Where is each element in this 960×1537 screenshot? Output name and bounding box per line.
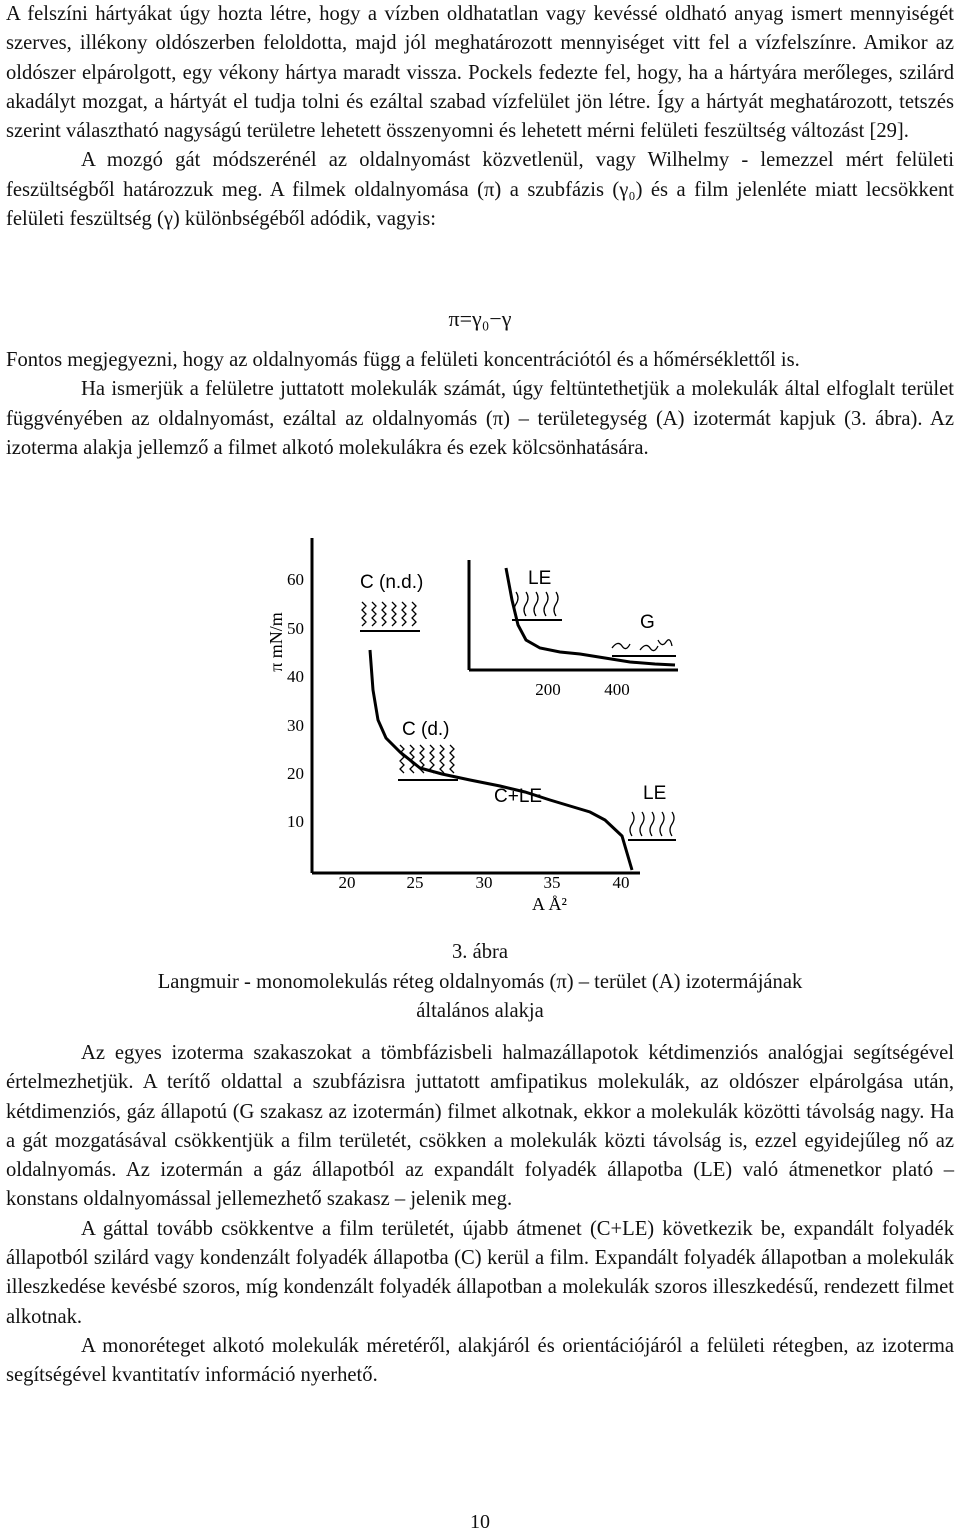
y-tick-30: 30 [287, 716, 304, 735]
label-g: G [640, 612, 655, 633]
main-isotherm-curve [370, 650, 632, 870]
x-tick-labels [339, 873, 630, 892]
paragraph-1: A felszíni hártyákat úgy hozta létre, hogy a vízben oldhatatlan vagy kevéssé oldható anyag ismert mennyiségét szerves, illékony oldószerben feloldotta, majd jól meghatározott mennyiséget vitt fel a vízfelszínre. Amikor az oldószer elpárolgott, egy vékony hártya maradt vissza. Pockels fedezte fel, hogy, ha a hártyára merőleges, szilárd akadályt mozgat, a hártyát el tudja tolni és ezáltal szabad vízfelület jön létre. Így a hártyát meghatározott, tetszés szerint választható nagyságú területre lehetett összenyomni és lehetett mérni felületi feszültség változást [29]. [6, 3, 954, 143]
molecule-icons-g [612, 640, 676, 656]
x-tick-20: 20 [338, 873, 356, 892]
caption-line-2: általános alakja [416, 1000, 544, 1022]
caption-line-1: Langmuir - monomolekulás réteg oldalnyomás (π) – terület (A) izotermájának [157, 970, 803, 993]
molecule-icons-le-top [512, 592, 562, 620]
inset-x-tick-labels [535, 680, 630, 699]
x-tick-25: 25 [406, 873, 424, 892]
page-number: 10 [470, 1511, 490, 1533]
label-le-top: LE [528, 568, 552, 589]
inset-x-tick-200: 200 [535, 680, 561, 699]
y-tick-10: 10 [287, 812, 304, 831]
intro-section-2 [6, 346, 954, 463]
molecule-icons-cnd [360, 602, 420, 631]
paragraph-7: A monoréteget alkotó molekulák méretéről, alakjáról és orientációjáról a felületi rétegben, az izoterma segítségével kvantitatív információ nyerhető. [6, 1334, 954, 1387]
x-tick-30: 30 [475, 873, 493, 892]
y-tick-40: 40 [287, 667, 304, 686]
molecule-icons-le-bottom [628, 812, 676, 840]
x-axis-label: A Å² [532, 894, 567, 914]
y-tick-60: 60 [287, 570, 304, 589]
label-c-d: C (d.) [402, 719, 450, 740]
body-section [6, 1039, 954, 1391]
paragraph-3: Fontos megjegyezni, hogy az oldalnyomás függ a felületi koncentrációtól és a hőmérséklettől is. [6, 349, 800, 371]
paragraph-5: Az egyes izoterma szakaszokat a tömbfázisbeli halmazállapotok kétdimenziós analógjai segítségével értelmezhetjük. A terítő oldattal a szubfázisra juttatott amfipatikus molekulák, az oldószer elpárolgása után, kétdimenziós, gáz állapotú (G szakasz az izotermán) filmet alkotnak, ekkor a molekulák közötti távolság nagy. Ha a gát mozgatásával csökkentjük a film területét, csökken a molekulák közti távolság is, ezzel egyidejűleg nő az oldalnyomás. Az izotermán a gáz állapotból az expandált folyadék állapotba (LE) való átmenetkor plató – konstans oldalnyomással jellemezhető szakasz – jelenik meg. [6, 1042, 954, 1211]
y-axis-label: π mN/m [266, 612, 286, 672]
isotherm-figure [260, 530, 680, 920]
formula: π=γ₀−γ [448, 306, 512, 331]
intro-section [6, 0, 954, 234]
y-tick-20: 20 [287, 764, 304, 783]
paragraph-6: A gáttal tovább csökkentve a film területét, újabb átmenet (C+LE) következik be, expandált folyadék állapotból szilárd vagy kondenzált folyadék állapotba (C) kerül a film. Expandált folyadék állapotban a molekulák illeszkedése kevésbé szoros, míg kondenzált folyadék állapotban a molekulák szoros illeszkedésű, rendezett filmet alkotnak. [6, 1217, 954, 1328]
paragraph-4: Ha ismerjük a felületre juttatott molekulák számát, úgy feltüntethetjük a molekulák által elfoglalt terület függvényében az oldalnyomást, ezáltal az oldalnyomás (π) – területegység (A) izotermát kapjuk (3. ábra). Az izoterma alakja jellemző a filmet alkotó molekulákra és ezek kölcsönhatására. [6, 378, 954, 459]
label-le-bottom: LE [643, 783, 667, 804]
y-tick-labels [287, 570, 304, 831]
label-c-le: C+LE [494, 786, 543, 807]
figure-caption [0, 938, 960, 1027]
x-tick-40: 40 [612, 873, 630, 892]
label-c-nd: C (n.d.) [360, 572, 424, 593]
caption-number: 3. ábra [451, 941, 509, 963]
x-tick-35: 35 [543, 873, 561, 892]
inset-x-tick-400: 400 [604, 680, 630, 699]
paragraph-2: A mozgó gát módszerénél az oldalnyomást közvetlenül, vagy Wilhelmy - lemezzel mért felületi feszültségből határozzuk meg. A filmek oldalnyomása (π) a szubfázis (γ₀) és a film jelenléte miatt lecsökkent felületi feszültség (γ) különbségéből adódik, vagyis: [6, 149, 954, 231]
y-tick-50: 50 [287, 619, 304, 638]
